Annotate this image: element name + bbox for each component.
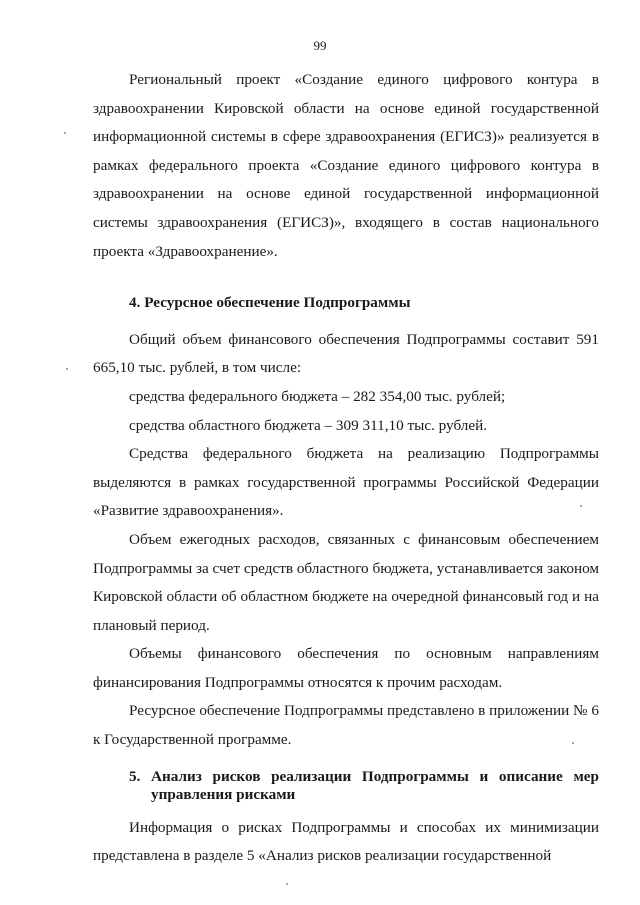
- regional-budget-line: средства областного бюджета – 309 311,10 тыс. рублей.: [129, 416, 488, 434]
- funding-directions-paragraph: Объемы финансового обеспечения по основным направлениям финансирования Подпрограммы относятся к прочим расходам.: [93, 645, 599, 691]
- federal-budget-line: средства федерального бюджета – 282 354,00 тыс. рублей;: [129, 387, 506, 405]
- scan-speck: [66, 368, 68, 370]
- scan-speck: [580, 505, 582, 507]
- federal-program-paragraph: Средства федерального бюджета на реализацию Подпрограммы выделяются в рамках государственной программы Российской Федерации «Развитие здравоохранения».: [93, 445, 599, 520]
- scan-speck: [64, 132, 66, 134]
- section-4-heading: 4. Ресурсное обеспечение Подпрограммы: [129, 294, 411, 312]
- section-5-heading: [93, 768, 599, 804]
- intro-paragraph: Региональный проект «Создание единого цифрового контура в здравоохранении Кировской области на основе единой государственной информационной системы в сфере здравоохранения (ЕГИСЗ)» реализуется в рамках федерального проекта «Создание единого цифрового контура в здравоохранении на основе единой государственной информационной системы здравоохранения (ЕГИСЗ)», входящего в состав национального проекта «Здравоохранение».: [93, 71, 599, 260]
- annual-expenses-paragraph: Объем ежегодных расходов, связанных с финансовым обеспечением Подпрограммы за счет средств областного бюджета, устанавливается законом Кировской области об областном бюджете на очередной финансовый год и на плановый период.: [93, 530, 599, 634]
- funding-total-paragraph: Общий объем финансового обеспечения Подпрограммы составит 591 665,10 тыс. рублей, в том числе:: [93, 330, 599, 377]
- scan-speck: [572, 742, 574, 744]
- section-5-title: Анализ рисков реализации Подпрограммы и описание мер управления рисками: [151, 767, 599, 803]
- document-body: [93, 66, 599, 871]
- section-5-number: 5.: [129, 767, 141, 785]
- page-number: 99: [313, 38, 327, 53]
- appendix-paragraph: Ресурсное обеспечение Подпрограммы представлено в приложении № 6 к Государственной программе.: [93, 702, 599, 749]
- scan-speck: [286, 883, 288, 885]
- risks-paragraph: Информация о рисках Подпрограммы и способах их минимизации представлена в разделе 5 «Анализ рисков реализации государственной: [93, 818, 599, 865]
